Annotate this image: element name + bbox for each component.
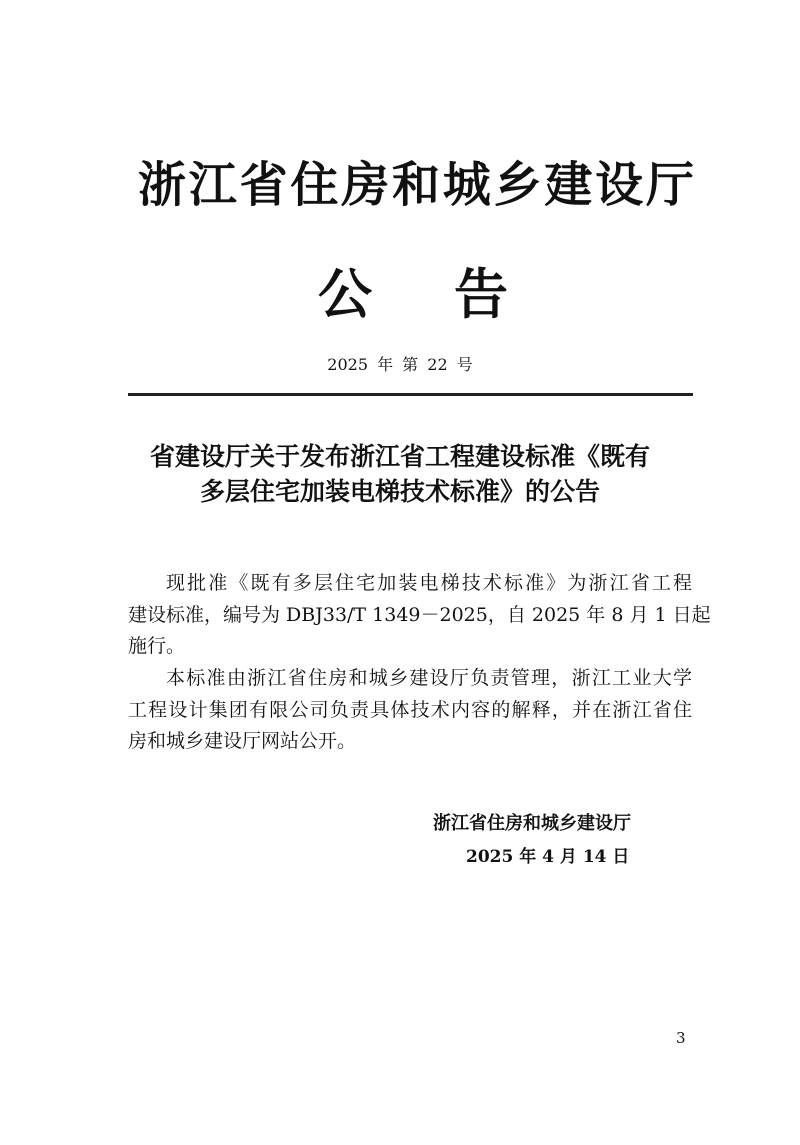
document-type-heading: 公告 xyxy=(318,262,508,326)
header-divider xyxy=(128,393,693,396)
document-title-line: 多层住宅加装电梯技术标准》的公告 xyxy=(199,477,600,506)
signature-issuer: 浙江省住房和城乡建设厅 xyxy=(433,813,631,834)
body-line: 房和城乡建设厅网站公开。 xyxy=(128,730,357,752)
signature-date: 2025 年 4 月 14 日 xyxy=(466,847,630,867)
issuing-organization-header: 浙江省住房和城乡建设厅 xyxy=(138,157,694,213)
body-line: 工程设计集团有限公司负责具体技术内容的解释，并在浙江省住 xyxy=(128,699,692,721)
body-line: 本标准由浙江省住房和城乡建设厅负责管理，浙江工业大学 xyxy=(166,667,692,689)
body-line: 现批准《既有多层住宅加装电梯技术标准》为浙江省工程 xyxy=(166,572,692,594)
issue-number: 2025 年 第 22 号 xyxy=(327,355,473,374)
document-title-line: 省建设厅关于发布浙江省工程建设标准《既有 xyxy=(149,442,650,471)
body-line: 建设标准，编号为 DBJ33/T 1349－2025，自 2025 年 8 月 1 日起 xyxy=(128,604,711,626)
body-line: 施行。 xyxy=(128,635,186,657)
page-number: 3 xyxy=(676,1029,686,1047)
